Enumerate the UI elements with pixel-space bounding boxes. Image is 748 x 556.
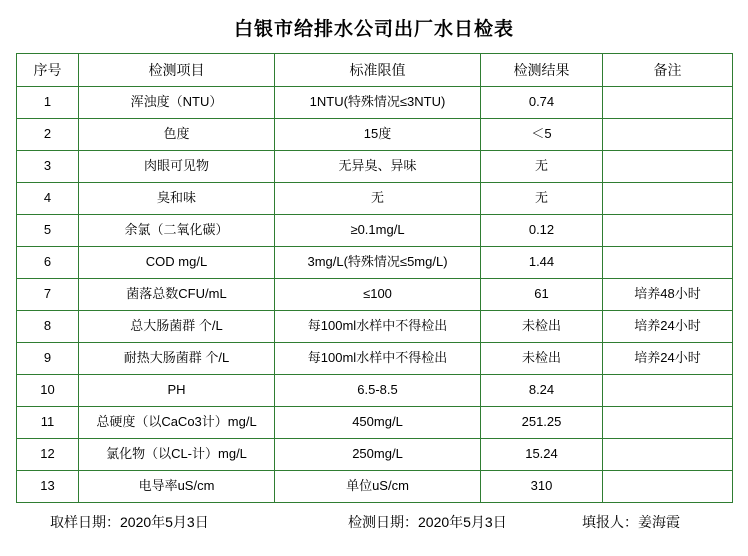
cell-result: 15.24 bbox=[481, 439, 603, 471]
sample-date-label: 取样日期：2020年5月3日 bbox=[50, 514, 209, 530]
cell-no: 5 bbox=[17, 215, 79, 247]
column-header-item: 检测项目 bbox=[79, 54, 275, 87]
cell-limit: ≤100 bbox=[275, 279, 481, 311]
cell-result: 310 bbox=[481, 471, 603, 503]
cell-remark bbox=[603, 375, 733, 407]
cell-limit: 6.5-8.5 bbox=[275, 375, 481, 407]
cell-result: 61 bbox=[481, 279, 603, 311]
cell-remark bbox=[603, 183, 733, 215]
cell-item: 电导率uS/cm bbox=[79, 471, 275, 503]
cell-no: 2 bbox=[17, 119, 79, 151]
cell-item: 耐热大肠菌群 个/L bbox=[79, 343, 275, 375]
cell-no: 4 bbox=[17, 183, 79, 215]
cell-remark: 培养48小时 bbox=[603, 279, 733, 311]
footer-row bbox=[16, 503, 732, 532]
cell-limit: 15度 bbox=[275, 119, 481, 151]
cell-limit: 250mg/L bbox=[275, 439, 481, 471]
cell-result: 8.24 bbox=[481, 375, 603, 407]
cell-no: 3 bbox=[17, 151, 79, 183]
cell-result: 无 bbox=[481, 151, 603, 183]
cell-result: 无 bbox=[481, 183, 603, 215]
cell-limit: ≥0.1mg/L bbox=[275, 215, 481, 247]
cell-limit: 每100ml水样中不得检出 bbox=[275, 311, 481, 343]
cell-item: PH bbox=[79, 375, 275, 407]
table-row bbox=[17, 471, 733, 503]
table-row bbox=[17, 439, 733, 471]
cell-result: 1.44 bbox=[481, 247, 603, 279]
cell-remark bbox=[603, 247, 733, 279]
cell-limit: 单位uS/cm bbox=[275, 471, 481, 503]
cell-result: ＜5 bbox=[481, 119, 603, 151]
cell-item: 氯化物（以CL-计）mg/L bbox=[79, 439, 275, 471]
cell-item: 肉眼可见物 bbox=[79, 151, 275, 183]
cell-item: 总大肠菌群 个/L bbox=[79, 311, 275, 343]
cell-item: COD mg/L bbox=[79, 247, 275, 279]
cell-no: 9 bbox=[17, 343, 79, 375]
table-row bbox=[17, 343, 733, 375]
table-row bbox=[17, 215, 733, 247]
cell-no: 10 bbox=[17, 375, 79, 407]
cell-result: 0.74 bbox=[481, 87, 603, 119]
cell-limit: 3mg/L(特殊情况≤5mg/L) bbox=[275, 247, 481, 279]
cell-no: 11 bbox=[17, 407, 79, 439]
table-row bbox=[17, 119, 733, 151]
cell-result: 0.12 bbox=[481, 215, 603, 247]
cell-no: 12 bbox=[17, 439, 79, 471]
cell-result: 未检出 bbox=[481, 311, 603, 343]
cell-limit: 每100ml水样中不得检出 bbox=[275, 343, 481, 375]
cell-no: 13 bbox=[17, 471, 79, 503]
test-date-label: 检测日期：2020年5月3日 bbox=[348, 514, 507, 530]
cell-limit: 无异臭、异味 bbox=[275, 151, 481, 183]
table-header bbox=[17, 54, 733, 87]
column-header-result: 检测结果 bbox=[481, 54, 603, 87]
cell-remark bbox=[603, 119, 733, 151]
table-row bbox=[17, 151, 733, 183]
table-row bbox=[17, 407, 733, 439]
column-header-no: 序号 bbox=[17, 54, 79, 87]
water-daily-inspection-table bbox=[16, 53, 733, 503]
table-row bbox=[17, 279, 733, 311]
cell-item: 总硬度（以CaCo3计）mg/L bbox=[79, 407, 275, 439]
table-row bbox=[17, 247, 733, 279]
cell-limit: 450mg/L bbox=[275, 407, 481, 439]
cell-remark bbox=[603, 407, 733, 439]
cell-no: 7 bbox=[17, 279, 79, 311]
report-table-container bbox=[0, 53, 748, 503]
cell-item: 菌落总数CFU/mL bbox=[79, 279, 275, 311]
table-row bbox=[17, 311, 733, 343]
cell-item: 余氯（二氧化碳） bbox=[79, 215, 275, 247]
table-body bbox=[17, 87, 733, 503]
cell-limit: 无 bbox=[275, 183, 481, 215]
cell-no: 6 bbox=[17, 247, 79, 279]
cell-remark: 培养24小时 bbox=[603, 311, 733, 343]
cell-no: 1 bbox=[17, 87, 79, 119]
cell-item: 浑浊度（NTU） bbox=[79, 87, 275, 119]
table-header-row bbox=[17, 54, 733, 87]
cell-remark bbox=[603, 439, 733, 471]
cell-limit: 1NTU(特殊情况≤3NTU) bbox=[275, 87, 481, 119]
cell-remark bbox=[603, 87, 733, 119]
reporter-label: 填报人：姜海霞 bbox=[582, 514, 680, 530]
table-row bbox=[17, 375, 733, 407]
cell-remark: 培养24小时 bbox=[603, 343, 733, 375]
page-title: 白银市给排水公司出厂水日检表 bbox=[233, 19, 514, 40]
cell-remark bbox=[603, 151, 733, 183]
cell-result: 251.25 bbox=[481, 407, 603, 439]
cell-item: 臭和味 bbox=[79, 183, 275, 215]
cell-no: 8 bbox=[17, 311, 79, 343]
cell-result: 未检出 bbox=[481, 343, 603, 375]
table-row bbox=[17, 87, 733, 119]
cell-item: 色度 bbox=[79, 119, 275, 151]
cell-remark bbox=[603, 471, 733, 503]
column-header-remark: 备注 bbox=[603, 54, 733, 87]
column-header-limit: 标准限值 bbox=[275, 54, 481, 87]
cell-remark bbox=[603, 215, 733, 247]
table-row bbox=[17, 183, 733, 215]
